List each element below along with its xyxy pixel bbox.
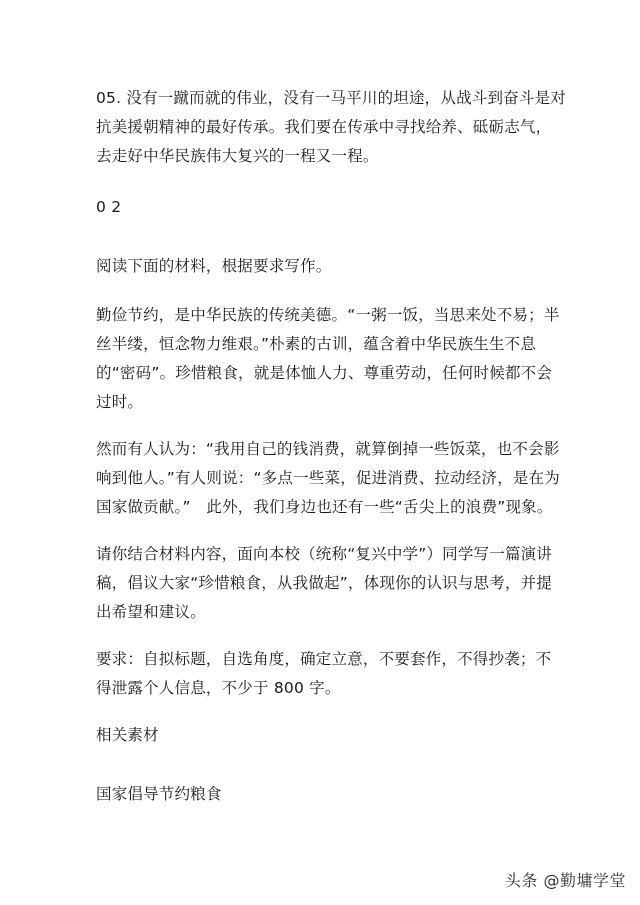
paragraph-requirements: 要求：自拟标题，自选角度，确定立意，不要套作，不得抄袭；不得泄露个人信息，不少于 800 字。: [96, 650, 552, 697]
watermark: 头条 @勤墉学堂: [504, 871, 626, 890]
paragraph-instruction: 阅读下面的材料，根据要求写作。: [96, 257, 332, 275]
paragraph-material-opinions: 然而有人认为：“我用自己的钱消费，就算倒掉一些饭菜，也不会影响到他人。”有人则说：“多点一些菜，促进消费、拉动经济，是在为国家做贡献。” 此外，我们身边也还有一些“舌尖上的浪费”现象。: [96, 440, 561, 516]
heading-national-advocacy: 国家倡导节约粮食: [96, 785, 222, 803]
paragraph-material-frugality: 勤俭节约，是中华民族的传统美德。“一粥一饭，当思来处不易；半丝半缕，恒念物力维艰。”朴素的古训，蕴含着中华民族生生不息的“密码”。珍惜粮食，就是体恤人力、尊重劳动，任何时候都不会过时。: [96, 306, 560, 411]
heading-related-materials: 相关素材: [96, 726, 159, 744]
paragraph-closing-05: 05. 没有一蹴而就的伟业，没有一马平川的坦途，从战斗到奋斗是对抗美援朝精神的最好传承。我们要在传承中寻找给养、砥砺志气，去走好中华民族伟大复兴的一程又一程。: [96, 89, 566, 165]
document-body: [96, 84, 566, 809]
section-number-02: 0 2: [96, 198, 122, 216]
paragraph-task: 请你结合材料内容，面向本校（统称“复兴中学”）同学写一篇演讲稿，倡议大家“珍惜粮食，从我做起”，体现你的认识与思考，并提出希望和建议。: [96, 545, 553, 621]
